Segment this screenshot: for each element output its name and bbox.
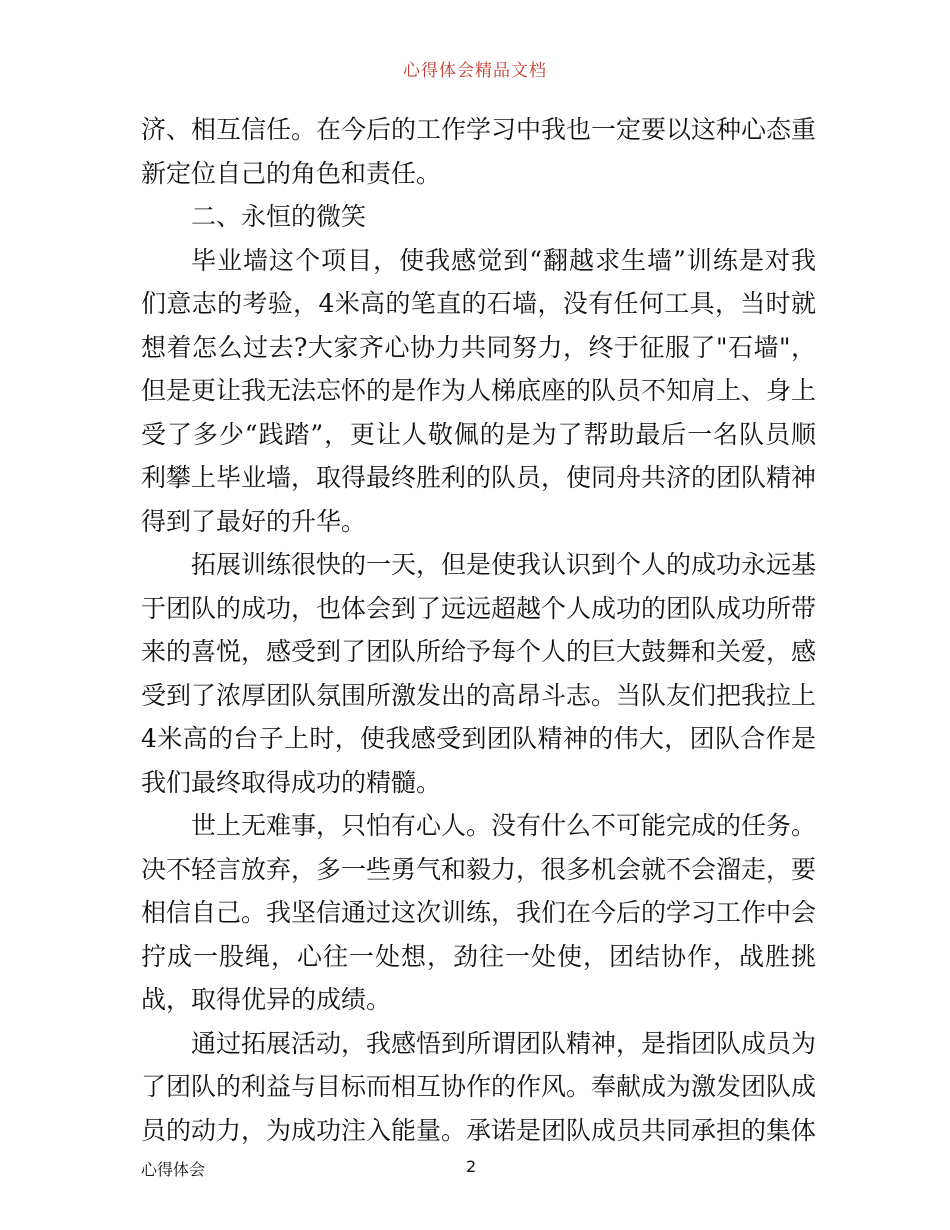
paragraph: 毕业墙这个项目，使我感觉到“翻越求生墙”训练是对我们意志的考验，4米高的笔直的石墙，没有任何工具，当时就想着怎么过去?大家齐心协力共同努力，终于征服了"石墙"，但是更让我无法忘怀的是作为人梯底座的队员不知肩上、身上受了多少“践踏”，更让人敬佩的是为了帮助最后一名队员顺利攀上毕业墙，取得最终胜利的队员，使同舟共济的团队精神得到了最好的升华。 — [141, 245, 817, 536]
paragraph-continuation: 济、相互信任。在今后的工作学习中我也一定要以这种心态重新定位自己的角色和责任。 — [141, 115, 817, 188]
paragraph: 通过拓展活动，我感悟到所谓团队精神，是指团队成员为了团队的利益与目标而相互协作的作风。奉献成为激发团队成员的动力，为成功注入能量。承诺是团队成员共同承担的集体 — [141, 1028, 817, 1145]
footer-label: 心得体会 — [141, 1160, 206, 1179]
paragraph: 拓展训练很快的一天，但是使我认识到个人的成功永远基于团队的成功，也体会到了远远超越个人成功的团队成功所带来的喜悦，感受到了团队所给予每个人的巨大鼓舞和关爱，感受到了浓厚团队氛围所激发出的高昂斗志。当队友们把我拉上4米高的台子上时，使我感受到团队精神的伟大，团队合作是我们最终取得成功的精髓。 — [141, 550, 817, 797]
page-header-title: 心得体会精品文档 — [403, 61, 547, 81]
paragraph: 世上无难事，只怕有心人。没有什么不可能完成的任务。决不轻言放弃，多一些勇气和毅力，很多机会就不会溜走，要相信自己。我坚信通过这次训练，我们在今后的学习工作中会拧成一股绳，心往一处想，劲往一处使，团结协作，战胜挑战，取得优异的成绩。 — [141, 811, 817, 1014]
page-number: 2 — [466, 1157, 477, 1176]
section-heading: 二、永恒的微笑 — [191, 202, 367, 231]
document-body — [141, 108, 816, 1152]
